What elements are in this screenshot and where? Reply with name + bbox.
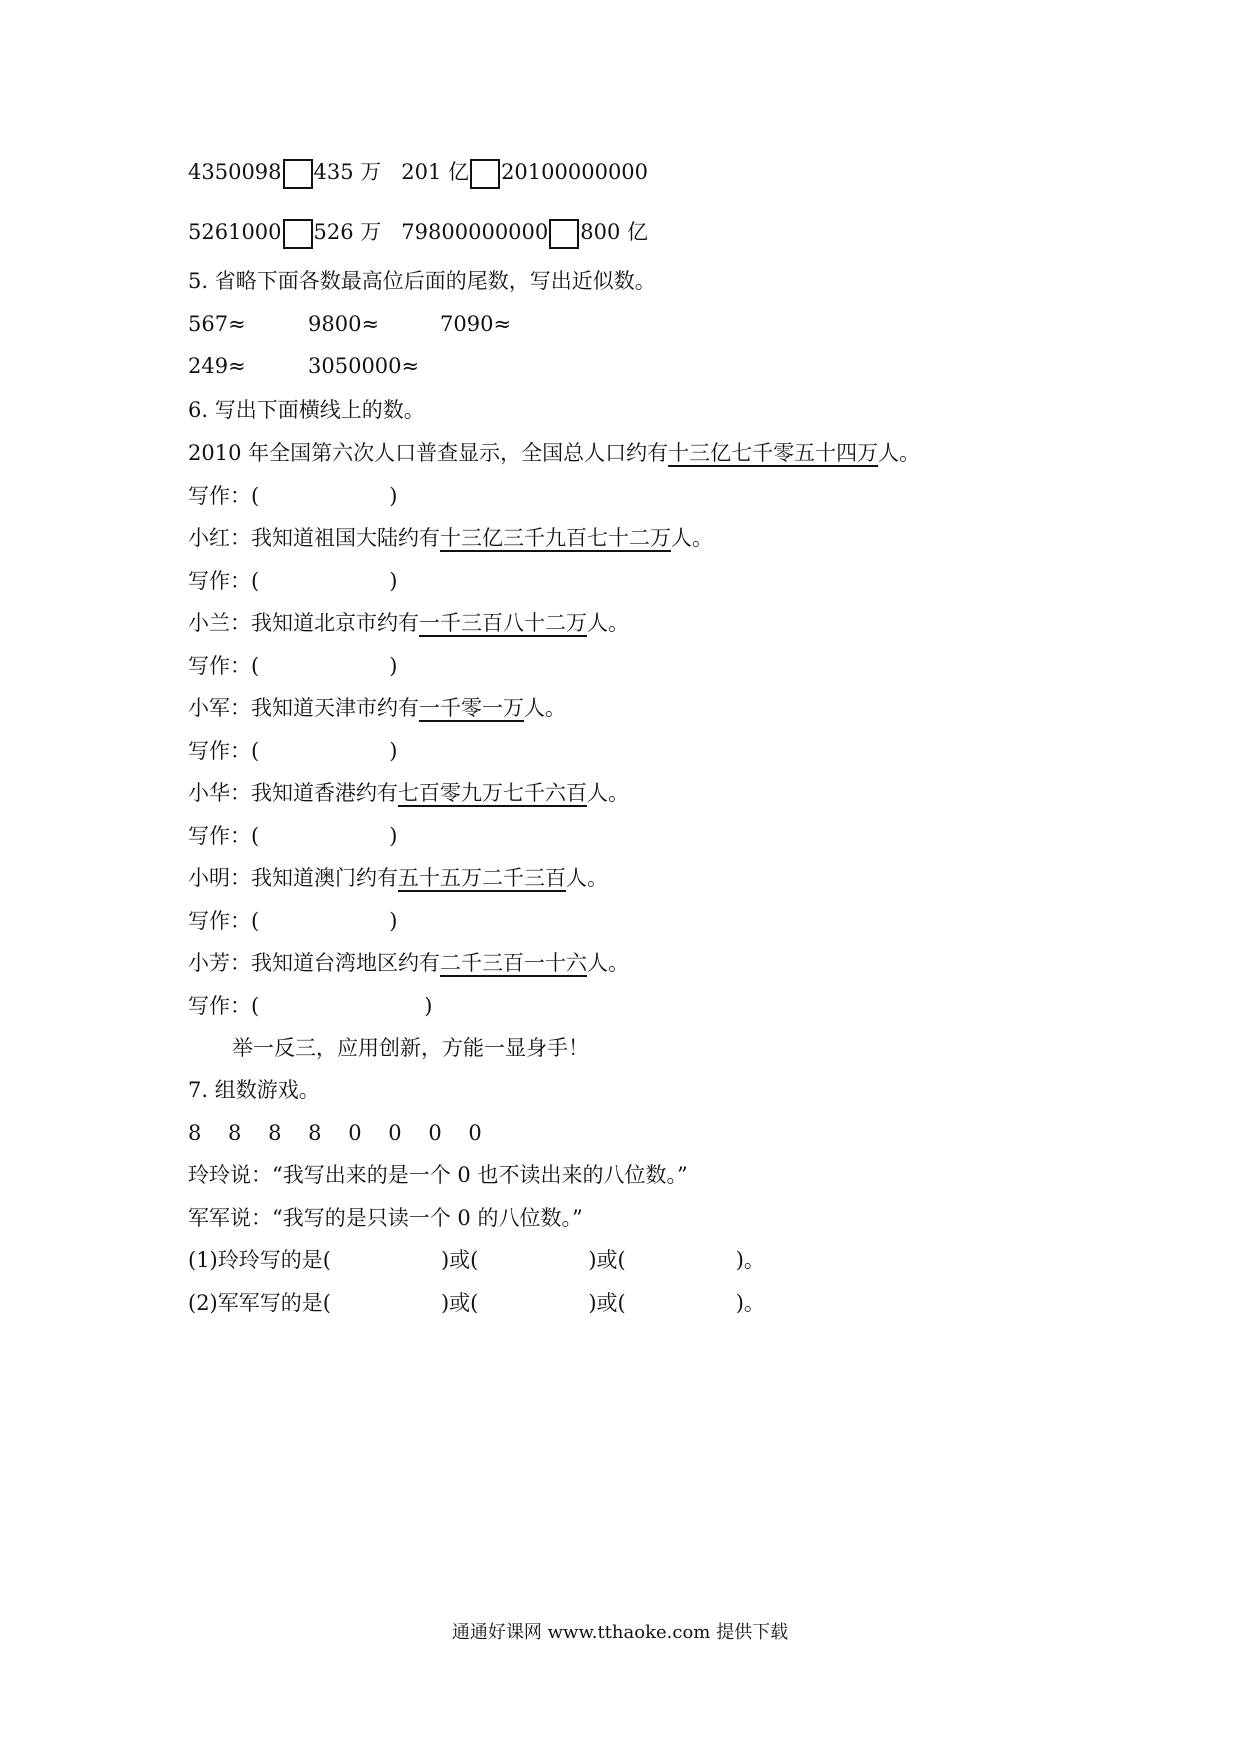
answer-box[interactable] (470, 159, 500, 189)
q6-item (188, 438, 920, 468)
paren: ) (389, 909, 398, 933)
q6-write-line (188, 906, 397, 936)
answer-box[interactable] (283, 219, 313, 249)
num: 800 亿 (580, 220, 649, 244)
approx-item: 7090≈ (440, 312, 512, 336)
approx-item: 249≈ (188, 354, 246, 378)
paren: ) (389, 569, 398, 593)
or-text: )或( (440, 1291, 479, 1315)
answer-label: (2)军军写的是( (188, 1291, 331, 1315)
item-text: 小兰：我知道北京市约有 (188, 611, 419, 635)
q6-write-line (188, 991, 432, 1021)
paren: ) (424, 994, 433, 1018)
answer-label: (1)玲玲写的是( (188, 1248, 331, 1272)
underlined-number: 二千三百一十六 (440, 951, 587, 975)
item-text: 小芳：我知道台湾地区约有 (188, 951, 440, 975)
write-label: 写作：( (188, 654, 260, 678)
q7-jun-says: 军军说：“我写的是只读一个 0 的八位数。” (188, 1206, 583, 1230)
or-text: )或( (588, 1291, 626, 1315)
q5-row-2 (188, 351, 419, 381)
underlined-number: 十三亿七千零五十四万 (668, 441, 879, 465)
num: 20100000000 (501, 160, 649, 184)
write-label: 写作：( (188, 569, 260, 593)
q6-write-line (188, 651, 397, 681)
num: 435 万 (313, 160, 382, 184)
q5-title: 5. 省略下面各数最高位后面的尾数，写出近似数。 (188, 269, 656, 293)
approx-item: 3050000≈ (308, 354, 420, 378)
q6-write-line (188, 481, 397, 511)
q7-digits: 8 8 8 8 0 0 0 0 (188, 1121, 482, 1145)
write-label: 写作：( (188, 994, 260, 1018)
or-text: )或( (440, 1248, 479, 1272)
item-text: 人。 (671, 526, 713, 550)
underlined-number: 十三亿三千九百七十二万 (440, 526, 671, 550)
item-text: 人。 (524, 696, 566, 720)
underlined-number: 一千三百八十二万 (419, 611, 587, 635)
q6-item (188, 693, 566, 723)
write-label: 写作：( (188, 484, 260, 508)
num: 79800000000 (401, 220, 549, 244)
item-text: 人。 (587, 781, 629, 805)
write-label: 写作：( (188, 824, 260, 848)
end-text: )。 (735, 1248, 765, 1272)
page-footer: 通通好课网 www.tthaoke.com 提供下载 (451, 1622, 789, 1643)
approx-item: 567≈ (188, 312, 246, 336)
underlined-number: 一千零一万 (419, 696, 524, 720)
compare-row-1 (188, 157, 648, 189)
item-text: 小明：我知道澳门约有 (188, 866, 398, 890)
q6-write-line (188, 821, 397, 851)
q6-item (188, 523, 713, 553)
paren: ) (389, 654, 398, 678)
answer-box[interactable] (549, 219, 579, 249)
num: 526 万 (313, 220, 382, 244)
approx-item: 9800≈ (308, 312, 380, 336)
q5-row-1 (188, 309, 511, 339)
underlined-number: 五十五万二千三百 (398, 866, 566, 890)
compare-row-2 (188, 217, 648, 249)
item-text: 2010 年全国第六次人口普查显示，全国总人口约有 (188, 441, 669, 465)
q6-item (188, 608, 629, 638)
item-text: 人。 (587, 611, 629, 635)
num: 4350098 (188, 160, 282, 184)
paren: ) (389, 739, 398, 763)
item-text: 小华：我知道香港约有 (188, 781, 398, 805)
paren: ) (389, 824, 398, 848)
item-text: 人。 (878, 441, 921, 465)
num: 201 亿 (401, 160, 470, 184)
q6-write-line (188, 566, 397, 596)
q6-title: 6. 写出下面横线上的数。 (188, 398, 425, 422)
item-text: 人。 (587, 951, 629, 975)
paren: ) (389, 484, 398, 508)
write-label: 写作：( (188, 739, 260, 763)
write-label: 写作：( (188, 909, 260, 933)
q7-answer-1 (188, 1245, 765, 1275)
q6-item (188, 863, 608, 893)
answer-box[interactable] (283, 159, 313, 189)
q6-item (188, 948, 629, 978)
q7-ling-says: 玲玲说：“我写出来的是一个 0 也不读出来的八位数。” (188, 1163, 688, 1187)
q7-answer-2 (188, 1288, 765, 1318)
item-text: 小红：我知道祖国大陆约有 (188, 526, 440, 550)
item-text: 小军：我知道天津市约有 (188, 696, 419, 720)
q6-write-line (188, 736, 397, 766)
end-text: )。 (735, 1291, 765, 1315)
q6-item (188, 778, 629, 808)
or-text: )或( (588, 1248, 626, 1272)
item-text: 人。 (566, 866, 608, 890)
q7-title: 7. 组数游戏。 (188, 1078, 320, 1102)
underlined-number: 七百零九万七千六百 (398, 781, 587, 805)
num: 5261000 (188, 220, 282, 244)
motto: 举一反三，应用创新，方能一显身手！ (232, 1036, 589, 1060)
